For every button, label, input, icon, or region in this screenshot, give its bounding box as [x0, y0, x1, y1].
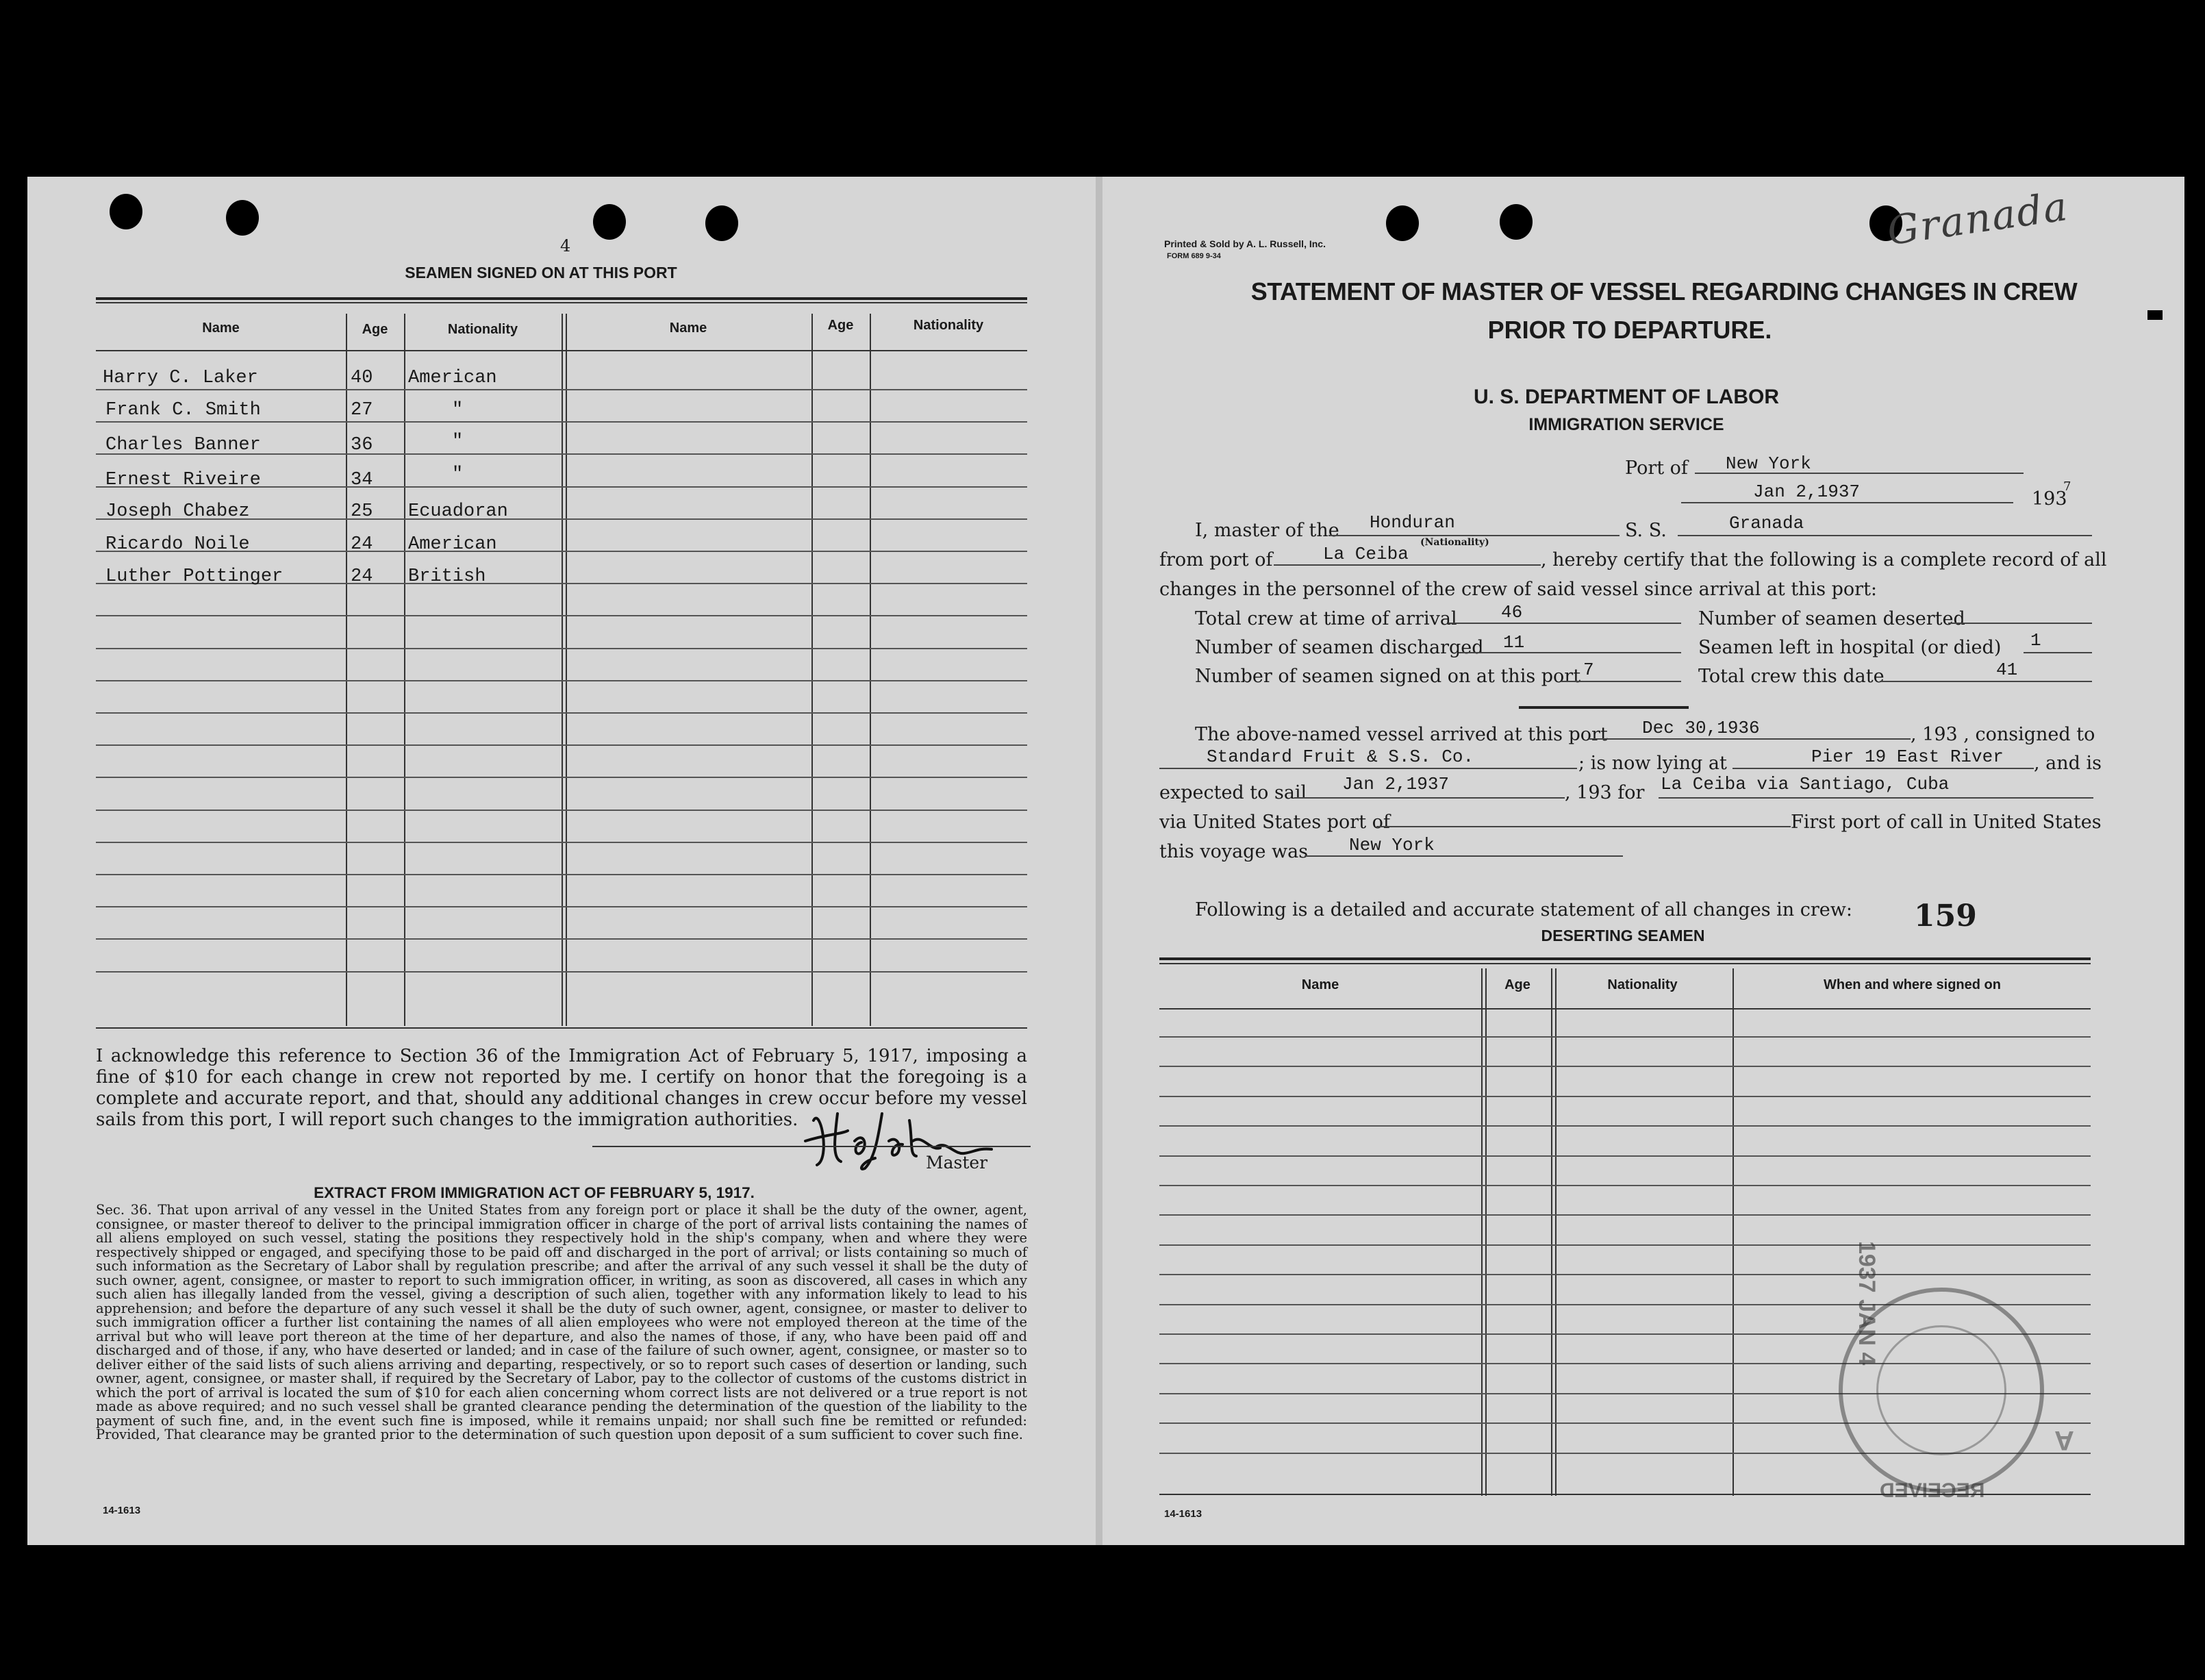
table-cell-nationality: ": [452, 400, 464, 421]
form-title-line2: PRIOR TO DEPARTURE.: [1487, 316, 1772, 344]
ship-name: Granada: [1729, 513, 1804, 534]
consigned-label: , 193 , consigned to: [1911, 724, 2095, 745]
col-header-age: Age: [362, 322, 388, 337]
col-divider: [811, 314, 813, 1026]
received-stamp-inner: [1876, 1325, 2006, 1455]
letter-stamp: A: [2054, 1425, 2074, 1455]
hospital-value: 1: [2030, 630, 2041, 651]
col-header-nationality: Nationality: [1607, 977, 1678, 992]
underline: [1880, 681, 2092, 682]
table-cell-nationality: ": [452, 431, 464, 452]
first-port-label: First port of call in United States: [1791, 812, 2102, 833]
col-divider: [566, 314, 567, 1026]
table-cell-age: 24: [351, 566, 373, 587]
master-label: Master: [926, 1153, 988, 1173]
table-row-line: [1159, 1155, 2091, 1157]
underline: [1274, 564, 1541, 566]
voyage-port-value: New York: [1349, 835, 1435, 855]
col-header-nationality-2: Nationality: [913, 318, 984, 333]
punch-hole: [1386, 205, 1419, 241]
port-of-label: Port of: [1625, 457, 1688, 479]
col-divider: [404, 314, 405, 1026]
table-row-line: [96, 389, 1027, 390]
table-cell-name: Charles Banner: [105, 435, 261, 455]
table-row-line: [96, 744, 1027, 746]
year-digit: 7: [2063, 479, 2071, 494]
table-row-line: [96, 615, 1027, 616]
date-value: Jan 2,1937: [1753, 481, 1861, 502]
punch-hole: [593, 204, 626, 240]
underline: [1376, 826, 1791, 827]
table-row-line: [96, 648, 1027, 649]
table-cell-age: 27: [351, 400, 373, 421]
deserted-label: Number of seamen deserted: [1698, 608, 1965, 629]
header-rule: [1159, 1008, 2091, 1010]
table-row-line: [1159, 1244, 2091, 1246]
deserting-title: DESERTING SEAMEN: [1541, 927, 1705, 944]
lying-at-value: Pier 19 East River: [1811, 747, 2004, 767]
sail-date-value: Jan 2,1937: [1342, 774, 1450, 794]
form-title-line1: STATEMENT OF MASTER OF VESSEL REGARDING CHANGES IN CREW: [1250, 277, 2078, 305]
table-cell-age: 40: [351, 368, 373, 388]
table-row-line: [1159, 1096, 2091, 1097]
page-number: 4: [560, 236, 571, 255]
table-row-line: [1159, 1214, 2091, 1216]
changes-text: changes in the personnel of the crew of said vessel since arrival at this port:: [1159, 579, 1878, 600]
col-divider: [870, 314, 871, 1026]
table-top-rule-2: [96, 302, 1027, 303]
section-title: SEAMEN SIGNED ON AT THIS PORT: [405, 264, 677, 281]
form-number: FORM 689 9-34: [1167, 252, 1221, 260]
page-stamp-number: 159: [1914, 899, 1977, 933]
extract-title: EXTRACT FROM IMMIGRATION ACT OF FEBRUARY 5, 1917.: [314, 1184, 755, 1201]
table-bottom-rule: [96, 1027, 1027, 1029]
underline: [1448, 623, 1681, 624]
table-row-line: [96, 777, 1027, 778]
form-code: 14-1613: [103, 1505, 141, 1516]
service-name: IMMIGRATION SERVICE: [1528, 415, 1724, 434]
underline: [1695, 473, 2024, 474]
expected-label: expected to sail: [1159, 782, 1307, 803]
table-row-line: [1159, 1185, 2091, 1186]
page-gutter: [1096, 177, 1102, 1545]
punch-hole: [110, 194, 142, 229]
discharged-value: 11: [1503, 632, 1525, 653]
table-row-line: [96, 874, 1027, 875]
underline: [1294, 797, 1565, 799]
handwritten-note: Granada: [1884, 182, 2071, 255]
table-cell-name: Ricardo Noile: [105, 534, 250, 555]
table-row-line: [96, 810, 1027, 811]
for-label: , 193 for: [1565, 782, 1645, 803]
master-of-label: I, master of the: [1195, 520, 1339, 541]
table-row-line: [1159, 1125, 2091, 1127]
table-top-rule-2: [1159, 963, 2091, 964]
consignee-value: Standard Fruit & S.S. Co.: [1207, 747, 1474, 767]
nationality-caption: (Nationality): [1420, 537, 1489, 548]
punch-hole: [1500, 204, 1533, 240]
underline: [1589, 738, 1911, 740]
table-cell-name: Luther Pottinger: [105, 566, 284, 587]
col-header-signed-on: When and where signed on: [1824, 977, 2001, 992]
col-header-age-2: Age: [827, 318, 854, 333]
underline: [1948, 623, 2092, 624]
year-label: 193: [2032, 488, 2067, 510]
table-cell-nationality: British: [408, 566, 486, 587]
underline: [1659, 797, 2093, 799]
date-stamp: 1937 JAN 4: [1854, 1241, 1880, 1366]
punch-hole: [226, 200, 259, 236]
signature-line: [592, 1146, 1031, 1147]
total-crew-date-label: Total crew this date: [1698, 666, 1885, 687]
underline: [1328, 535, 1620, 536]
col-header-name-2: Name: [669, 321, 707, 336]
underline: [1678, 535, 2092, 536]
certify-text: , hereby certify that the following is a complete record of all: [1541, 549, 2107, 571]
underline: [1159, 768, 1577, 769]
separator-rule: [1519, 706, 1689, 709]
col-divider: [1732, 968, 1734, 1496]
and-is-label: , and is: [2034, 753, 2102, 774]
table-row-line: [96, 938, 1027, 940]
table-cell-age: 25: [351, 501, 373, 522]
acknowledgment-text: I acknowledge this reference to Section 36 of the Immigration Act of February 5, 1917, imposing a fine of $10 for each change in crew not reported by me. I certify on honor that the foregoing is a complete and accurate report, and that, should any additional changes in crew occur before my vessel sails from this port, I will report such changes to the immigration authorities.: [96, 1046, 1027, 1130]
following-text: Following is a detailed and accurate statement of all changes in crew:: [1195, 899, 1852, 920]
table-cell-name: Frank C. Smith: [105, 400, 261, 421]
table-cell-age: 36: [351, 435, 373, 455]
col-divider: [1555, 968, 1557, 1496]
col-divider: [1481, 968, 1483, 1496]
underline: [1732, 768, 2034, 769]
lying-label: ; is now lying at: [1578, 753, 1727, 774]
arrived-date: Dec 30,1936: [1642, 718, 1760, 738]
signed-on-label: Number of seamen signed on at this port: [1195, 666, 1581, 687]
via-label: via United States port of: [1159, 812, 1390, 833]
ss-label: S. S.: [1625, 520, 1667, 541]
col-divider: [1551, 968, 1552, 1496]
col-divider: [346, 314, 347, 1026]
total-crew-date-value: 41: [1996, 660, 2018, 680]
col-header-name: Name: [1301, 977, 1339, 992]
table-row-line: [1159, 1036, 2091, 1038]
hospital-label: Seamen left in hospital (or died): [1698, 637, 2002, 658]
from-port-value: La Ceiba: [1323, 544, 1409, 564]
nationality-value: Honduran: [1370, 512, 1455, 533]
table-cell-age: 24: [351, 534, 373, 555]
table-cell-name: Joseph Chabez: [105, 501, 250, 522]
form-code: 14-1613: [1164, 1508, 1202, 1520]
table-row-line: [96, 680, 1027, 681]
signed-on-value: 7: [1583, 660, 1594, 680]
table-row-line: [1159, 1274, 2091, 1275]
extract-text: Sec. 36. That upon arrival of any vessel in the United States from any foreign port or place it shall be the duty of the owner, agent, consignee, or master thereof to deliver to the principal immigration officer in charge of the port of arrival lists containing the names of all aliens employed on such vessel, stating the positions they respectively hold in the ship's company, when and where they were respectively shipped or engaged, and specifying those to be paid off and discharged in the port of arrival; or lists containing so much of such information as the Secretary of Labor shall by regulation prescribe; and after the arrival of any such vessel it shall be the duty of such owner, agent, consignee, or master to report to such immigration officer, in writing, as soon as discovered, all cases in which any such alien has illegally landed from the vessel, giving a description of such alien, together with any information likely to lead to his apprehension; and before the departure of any such vessel it shall be the duty of such owner, agent, consignee, or master to deliver to such immigration officer a further list containing the names of all alien employees who were not employed thereon at the time of the arrival but who will leave port thereon at the time of her departure, and also the names of those, if any, who have been paid off and discharged and of those, if any, who have deserted or landed; and in case of the failure of such owner, agent, consignee, or master so to deliver either of the said lists of such aliens arriving and departing, respectively, or so to report such cases of desertion or landing, such owner, agent, consignee, or master shall, if required by the Secretary of Labor, pay to the collector of customs of the customs district in which the port of arrival is located the sum of $10 for each alien concerning whom correct lists are not delivered or a true report is not made as above required; and no such vessel shall be granted clearance pending the determination of the question of the liability to the payment of such fine, and, in the event such fine is imposed, while it remains unpaid; nor shall such fine be remitted or refunded: Provided, That clearance may be granted prior to the determination of such question upon deposit of a sum sufficient to cover such fine.: [96, 1202, 1027, 1442]
underline: [1305, 855, 1623, 857]
underline: [1561, 681, 1681, 682]
table-top-rule: [96, 297, 1027, 300]
col-divider: [1485, 968, 1487, 1496]
from-port-label: from port of: [1159, 549, 1273, 571]
table-row-line: [1159, 1066, 2091, 1067]
received-stamp-text: RECEIVED: [1880, 1479, 1985, 1502]
printer-credit: Printed & Sold by A. L. Russell, Inc.: [1164, 238, 1326, 249]
voyage-label: this voyage was: [1159, 841, 1309, 862]
table-cell-name: Harry C. Laker: [103, 368, 258, 388]
destination-value: La Ceiba via Santiago, Cuba: [1661, 774, 1950, 794]
total-crew-arrival-label: Total crew at time of arrival: [1195, 608, 1457, 629]
edge-mark: [2147, 310, 2163, 320]
total-crew-arrival-value: 46: [1501, 602, 1523, 623]
table-row-line: [96, 842, 1027, 843]
col-header-name: Name: [202, 321, 240, 336]
table-top-rule: [1159, 957, 2091, 960]
col-divider: [562, 314, 563, 1026]
col-header-nationality: Nationality: [447, 322, 518, 337]
table-row-line: [96, 906, 1027, 907]
port-of-value: New York: [1726, 453, 1811, 474]
table-row-line: [96, 971, 1027, 973]
table-cell-nationality: American: [408, 368, 497, 388]
table-cell-nationality: ": [452, 464, 464, 485]
underline: [1459, 652, 1681, 653]
department-name: U. S. DEPARTMENT OF LABOR: [1473, 386, 1780, 408]
table-cell-name: Ernest Riveire: [105, 470, 261, 490]
table-row-line: [96, 712, 1027, 714]
punch-hole: [705, 205, 738, 241]
table-cell-nationality: American: [408, 534, 497, 555]
col-header-age: Age: [1504, 977, 1530, 992]
arrived-label: The above-named vessel arrived at this port: [1195, 724, 1608, 745]
underline: [2024, 652, 2092, 653]
underline: [1681, 502, 2013, 503]
table-row-line: [96, 421, 1027, 423]
discharged-label: Number of seamen discharged: [1195, 637, 1484, 658]
table-cell-age: 34: [351, 470, 373, 490]
table-cell-nationality: Ecuadoran: [408, 501, 508, 522]
